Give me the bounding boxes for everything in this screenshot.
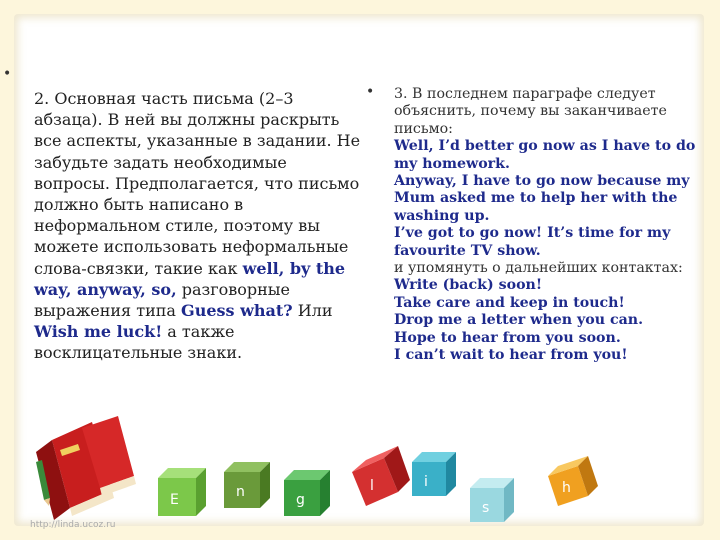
example-phrase: Hope to hear from you soon. — [394, 329, 621, 346]
paragraph-text: Или — [292, 301, 333, 321]
books-icon — [36, 416, 136, 520]
example-phrase: Drop me a letter when you can. — [394, 312, 644, 329]
highlight-phrase: Guess what? — [181, 301, 293, 321]
highlight-phrase: Wish me luck! — [34, 322, 163, 342]
decorative-art — [0, 380, 720, 540]
example-phrase: Write (back) soon! — [394, 277, 543, 294]
svg-text:l: l — [370, 478, 374, 494]
svg-text:i: i — [424, 474, 428, 490]
example-phrase: Take care and keep in touch! — [394, 294, 625, 311]
highlight-phrase: well, by the way, anyway, so, — [34, 258, 346, 299]
cube-h-icon — [548, 456, 598, 506]
instruction-line: письмо: — [394, 120, 453, 137]
example-phrase: Anyway, I have to go now because my — [394, 173, 690, 190]
footer-url: http://linda.ucoz.ru — [30, 520, 116, 530]
right-bullet: • — [366, 84, 375, 100]
cube-g-icon — [284, 470, 330, 516]
example-phrase: my homework. — [394, 155, 510, 172]
cube-i-icon — [412, 452, 456, 496]
example-phrase: Well, I’d better go now as I have to do — [394, 138, 696, 155]
instruction-line: объяснить, почему вы заканчиваете — [394, 103, 667, 120]
left-paragraph — [34, 88, 364, 364]
paragraph-text: разговорные выражения типа — [34, 279, 290, 321]
example-phrase: I’ve got to go now! It’s time for my — [394, 225, 671, 242]
right-paragraph — [394, 86, 694, 365]
svg-text:g: g — [296, 492, 305, 508]
example-phrase: Mum asked me to help her with the — [394, 190, 678, 207]
example-phrase: washing up. — [394, 207, 490, 224]
paragraph-text: а также восклицательные знаки. — [34, 322, 243, 363]
outer-bullet: • — [3, 66, 12, 82]
example-phrase: I can’t wait to hear from you! — [394, 347, 628, 364]
svg-text:E: E — [170, 492, 179, 508]
cube-E-icon — [158, 468, 206, 516]
instruction-line: 3. В последнем параграфе следует — [394, 86, 656, 102]
svg-text:s: s — [482, 500, 490, 516]
instruction-line: и упомянуть о дальнейших контактах: — [394, 260, 683, 277]
paragraph-text: 2. Основная часть письма (2–3 абзаца). В ней вы должны раскрыть все аспекты, указанные в задании. Не забудьте задать необходимые вопросы. Предполагается, что письмо должно быть написано в неформальном стиле, поэтому вы можете использовать неформальные слова-связки, такие как — [34, 89, 361, 278]
cube-n-icon — [224, 462, 270, 508]
cube-l-icon — [352, 446, 410, 506]
svg-text:n: n — [236, 484, 245, 500]
svg-text:h: h — [562, 480, 571, 496]
example-phrase: favourite TV show. — [394, 242, 541, 259]
cube-s-icon — [470, 478, 514, 522]
